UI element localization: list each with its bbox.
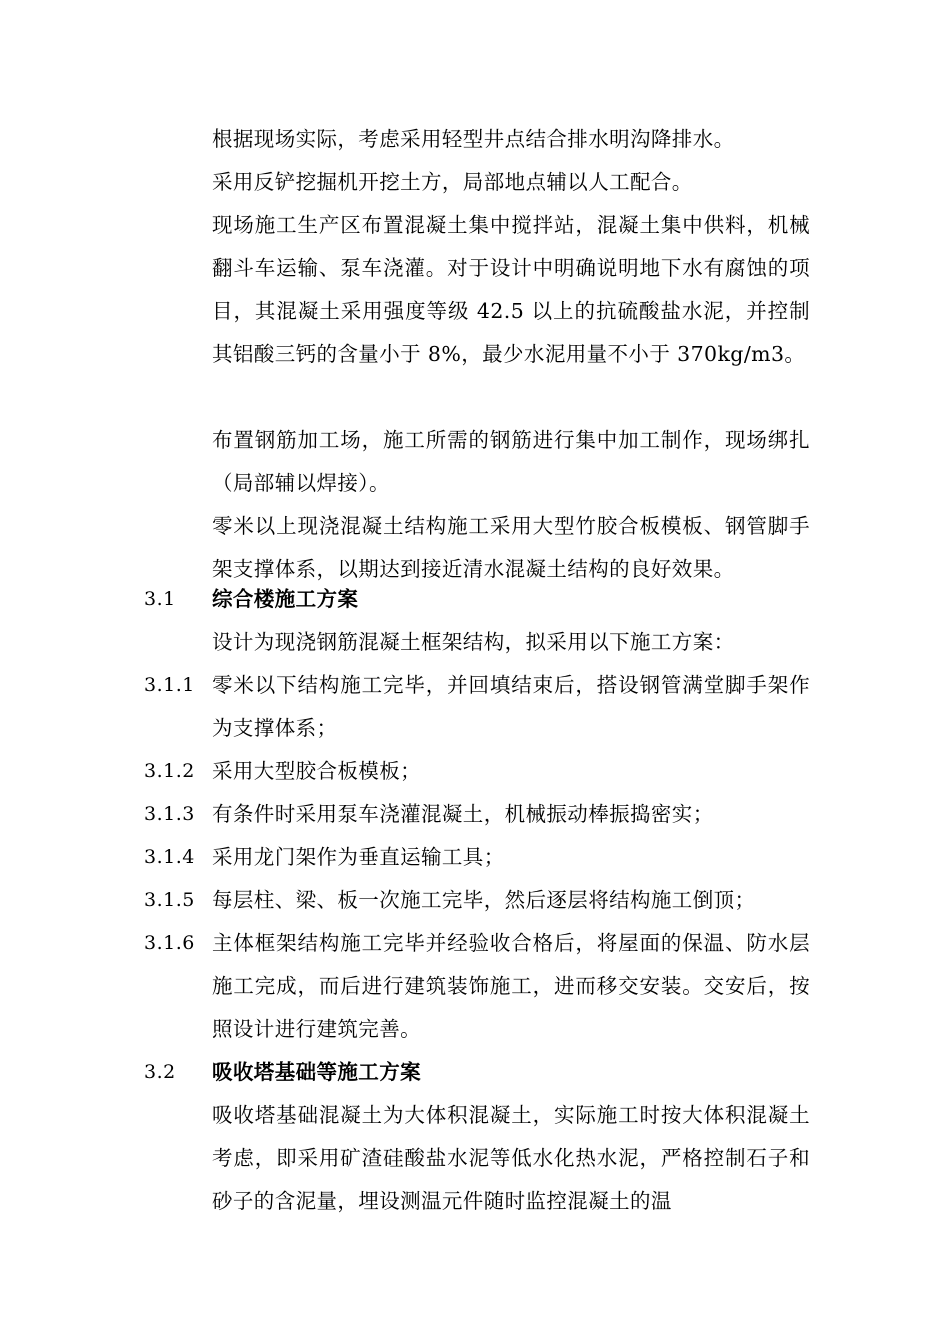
section-3-2-title: 吸收塔基础等施工方案: [212, 1060, 421, 1084]
item-3-1-5-text: 每层柱、梁、板一次施工完毕，然后逐层将结构施工倒顶；: [212, 888, 756, 912]
paragraph-dewatering: 根据现场实际，考虑采用轻型井点结合排水明沟降排水。: [212, 127, 735, 151]
item-3-1-4-number: 3.1.4: [144, 846, 195, 868]
section-3-2-number: 3.2: [144, 1061, 176, 1083]
section-3-1-title: 综合楼施工方案: [212, 587, 359, 611]
item-3-1-4-text: 采用龙门架作为垂直运输工具；: [212, 845, 505, 869]
paragraph-excavation: 采用反铲挖掘机开挖土方，局部地点辅以人工配合。: [212, 170, 693, 194]
paragraph-formwork: 零米以上现浇混凝土结构施工采用大型竹胶合板模板、钢管脚手架支撑体系，以期达到接近清水混凝土结构的良好效果。: [212, 514, 810, 581]
paragraph-rebar: 布置钢筋加工场，施工所需的钢筋进行集中加工制作，现场绑扎（局部辅以焊接）。: [212, 428, 810, 495]
item-3-1-1-text: 零米以下结构施工完毕，并回填结束后，搭设钢管满堂脚手架作为支撑体系；: [212, 673, 810, 740]
item-3-1-5-number: 3.1.5: [144, 889, 195, 911]
item-3-1-2-number: 3.1.2: [144, 760, 195, 782]
section-3-2-body: 吸收塔基础混凝土为大体积混凝土，实际施工时按大体积混凝土考虑，即采用矿渣硅酸盐水泥等低水化热水泥，严格控制石子和砂子的含泥量，埋设测温元件随时监控混凝土的温: [212, 1103, 810, 1213]
item-3-1-3-number: 3.1.3: [144, 803, 195, 825]
item-3-1-6-text: 主体框架结构施工完毕并经验收合格后，将屋面的保温、防水层施工完成，而后进行建筑装饰施工，进而移交安装。交安后，按照设计进行建筑完善。: [212, 931, 810, 1041]
section-3-1-number: 3.1: [144, 588, 176, 610]
item-3-1-6-number: 3.1.6: [144, 932, 195, 954]
item-3-1-2-text: 采用大型胶合板模板；: [212, 759, 421, 783]
paragraph-concrete-supply: 现场施工生产区布置混凝土集中搅拌站，混凝土集中供料，机械翻斗车运输、泵车浇灌。对于设计中明确说明地下水有腐蚀的项目，其混凝土采用强度等级 42.5 以上的抗硫酸盐水泥，并控制其铝酸三钙的含量小于 8%，最少水泥用量不小于 370kg/m3。: [212, 213, 810, 366]
item-3-1-3-text: 有条件时采用泵车浇灌混凝土，机械振动棒振捣密实；: [212, 802, 714, 826]
item-3-1-1-number: 3.1.1: [144, 674, 195, 696]
section-3-1-intro: 设计为现浇钢筋混凝土框架结构，拟采用以下施工方案：: [212, 630, 735, 654]
